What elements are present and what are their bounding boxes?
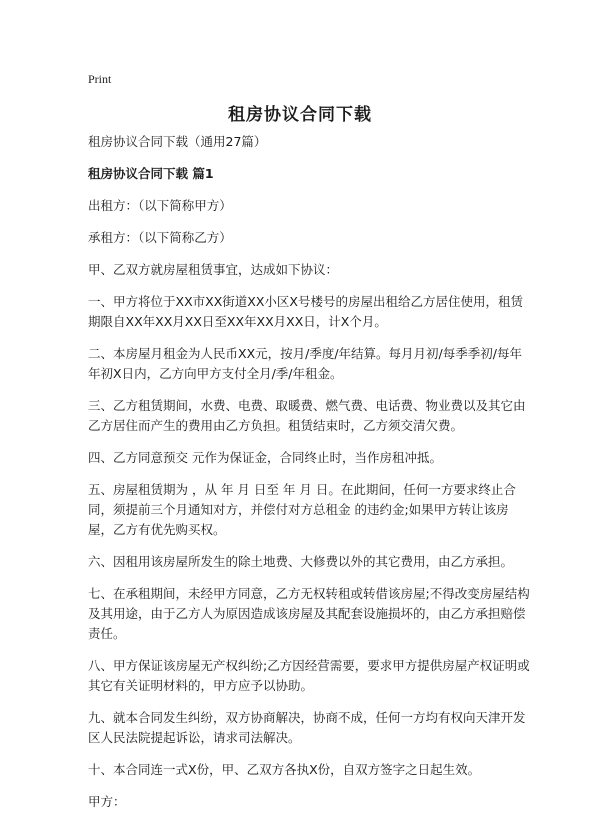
paragraph: 六、因租用该房屋所发生的除土地费、大修费以外的其它费用，由乙方承担。: [88, 554, 514, 569]
paragraph: 出租方：（以下简称甲方）: [88, 198, 232, 213]
paragraph: 租房协议合同下载（通用27篇）: [88, 134, 267, 149]
section-heading: 租房协议合同下载 篇1: [88, 166, 214, 181]
paragraph: 八、甲方保证该房屋无产权纠纷;乙方因经营需要，要求甲方提供房屋产权证明或其它有关证明材料的，甲方应予以协助。: [88, 658, 530, 693]
paragraph: 承租方：（以下简称乙方）: [88, 230, 232, 245]
document-body: [88, 132, 533, 824]
paragraph: 九、就本合同发生纠纷，双方协商解决，协商不成，任何一方均有权向天津开发区人民法院提起诉讼，请求司法解决。: [88, 710, 526, 745]
paragraph: 二、本房屋月租金为人民币XX元，按月/季度/年结算。每月月初/每季季初/每年年初X日内，乙方向甲方支付全月/季/年租金。: [88, 346, 522, 381]
paragraph: 五、房屋租赁期为 ，从 年 月 日至 年 月 日。在此期间，任何一方要求终止合同，须提前三个月通知对方，并偿付对方总租金 的违约金;如果甲方转让该房屋，乙方有优先购买权。: [88, 482, 516, 537]
paragraph: 七、在承租期间，未经甲方同意，乙方无权转租或转借该房屋;不得改变房屋结构及其用途，由于乙方人为原因造成该房屋及其配套设施损坏的，由乙方承担赔偿责任。: [88, 586, 530, 641]
paragraph: 甲方：: [88, 794, 126, 809]
page-title: 租房协议合同下载: [228, 105, 372, 125]
paragraph: 十、本合同连一式X份，甲、乙双方各执X份，自双方签字之日起生效。: [88, 762, 481, 777]
paragraph: 一、甲方将位于XX市XX街道XX小区X号楼号的房屋出租给乙方居住使用，租赁期限自XX年XX月XX日至XX年XX月XX日，计X个月。: [88, 294, 523, 329]
paragraph: 四、乙方同意预交 元作为保证金，合同终止时，当作房租冲抵。: [88, 450, 442, 465]
paragraph: 三、乙方租赁期间，水费、电费、取暖费、燃气费、电话费、物业费以及其它由乙方居住而产生的费用由乙方负担。租赁结束时，乙方须交清欠费。: [88, 398, 526, 433]
paragraph: 甲、乙双方就房屋租赁事宜，达成如下协议：: [88, 262, 339, 277]
print-link[interactable]: Print: [88, 72, 112, 86]
